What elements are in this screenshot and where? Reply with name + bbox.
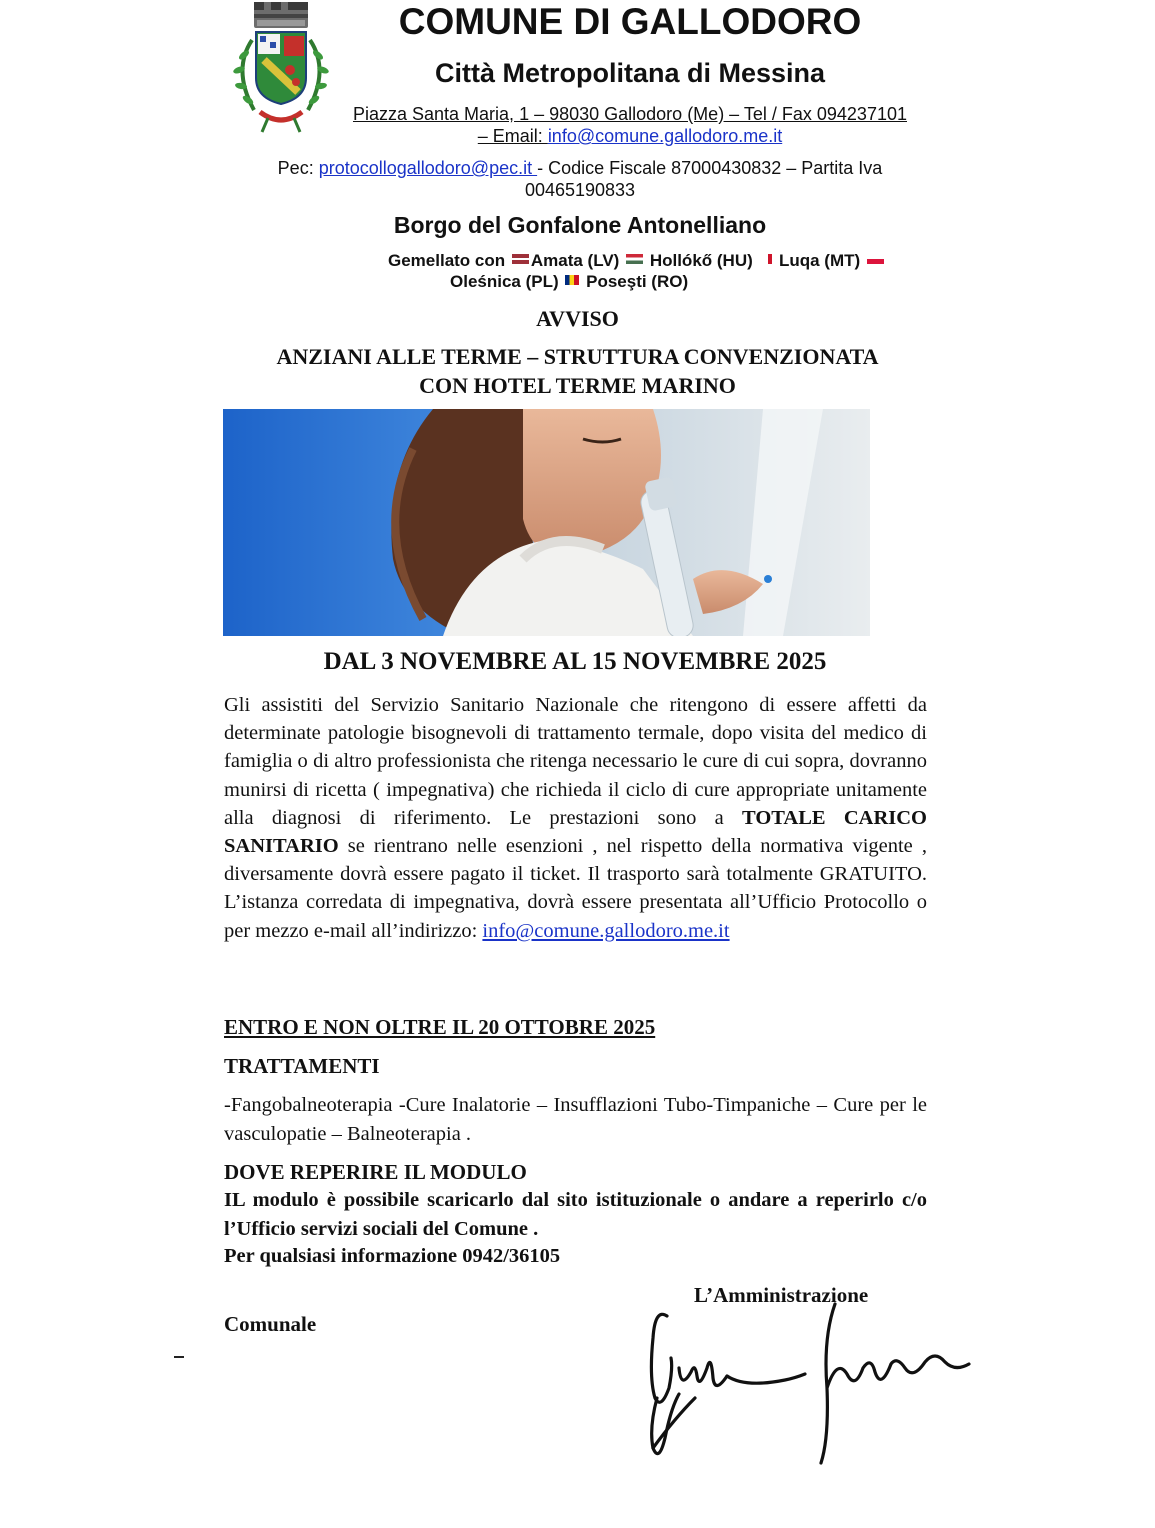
tax-code: - Codice Fiscale 87000430832 – Partita Iva (537, 158, 883, 178)
twin-town: Hollókő (HU) (649, 251, 753, 270)
address-text: Piazza Santa Maria, 1 – 98030 Gallodoro (Me) – Tel / Fax 094237101 (352, 104, 907, 124)
latvia-flag-icon (512, 254, 529, 264)
twin-town: Luqa (MT) (778, 251, 861, 270)
twin-town: Poseşti (RO) (586, 272, 689, 291)
twin-town: Oleśnica (PL) (450, 272, 559, 291)
notice-title-line-2: CON HOTEL TERME MARINO (419, 373, 736, 398)
vat-number: 00465190833 (524, 180, 636, 200)
email-line (300, 125, 960, 147)
twin-towns-line-1 (388, 250, 948, 272)
pec-line (200, 157, 960, 179)
body-text-part-1: Gli assistiti del Servizio Sanitario Nazionale che ritengono di essere affetti da determinate patologie bisognevoli di trattamento termale, dopo visita del medico di famiglia o di altro professionista che ritenga necessario le cure di cui sopra, dovranno munirsi di ricetta ( impegnativa) che richieda il ciclo di cure appropriate unitamente alla diagnosi di riferimento. Le prestazioni sono a (224, 694, 927, 829)
handwritten-signature-icon (635, 1298, 980, 1468)
email-link[interactable]: info@comune.gallodoro.me.it (547, 126, 783, 146)
notice-title-line-1: ANZIANI ALLE TERME – STRUTTURA CONVENZIONATA (276, 344, 879, 369)
address-line (300, 103, 960, 125)
treatments-heading: TRATTAMENTI (224, 1054, 380, 1078)
hungary-flag-icon (626, 254, 643, 264)
twin-label: Gemellato con (388, 251, 510, 270)
stray-dash (174, 1356, 184, 1358)
info-phone: Per qualsiasi informazione 0942/36105 (224, 1245, 561, 1267)
borgo-title: Borgo del Gonfalone Antonelliano (393, 212, 767, 238)
pec-label: Pec: (277, 158, 319, 178)
signature-label-line-1: L’Amministrazione (694, 1283, 869, 1307)
inhalation-therapy-photo (223, 409, 870, 636)
email-prefix: – Email: (477, 126, 548, 146)
signature-label-line-2: Comunale (224, 1312, 317, 1336)
twin-town: Amata (LV) (530, 251, 620, 270)
module-heading: DOVE REPERIRE IL MODULO (224, 1160, 527, 1184)
malta-flag-icon (764, 254, 772, 264)
romania-flag-icon (565, 275, 579, 285)
body-highlight: TOTALE CARICO SANITARIO (224, 806, 927, 858)
poland-flag-icon (867, 254, 884, 264)
twin-towns-line-2 (450, 271, 850, 293)
deadline: ENTRO E NON OLTRE IL 20 OTTOBRE 2025 (224, 1015, 656, 1039)
notice-body (224, 691, 927, 945)
pec-link[interactable]: protocollogallodoro@pec.it (318, 158, 538, 178)
event-dates: DAL 3 NOVEMBRE AL 15 NOVEMBRE 2025 (323, 648, 827, 675)
body-email-link[interactable]: info@comune.gallodoro.me.it (482, 919, 730, 942)
treatments-list: -Fangobalneoterapia -Cure Inalatorie – Insufflazioni Tubo-Timpaniche – Cure per le vasculopatie – Balneoterapia . (224, 1094, 927, 1145)
module-text: IL modulo è possibile scaricarlo dal sito istituzionale o andare a reperirlo c/o l’Ufficio servizi sociali del Comune . (224, 1189, 927, 1240)
body-text-part-2: se rientrano nelle esenzioni , nel rispetto della normativa vigente , diversamente dovrà essere pagato il ticket. Il trasporto sarà totalmente GRATUITO. L’istanza corredata di impegnativa, dovrà essere presentata all’Ufficio Protocollo o per mezzo e-mail all’indirizzo: (224, 835, 927, 942)
notice-label: AVVISO (536, 306, 619, 331)
org-subtitle: Città Metropolitana di Messina (434, 58, 826, 88)
org-name: COMUNE DI GALLODORO (398, 1, 862, 42)
